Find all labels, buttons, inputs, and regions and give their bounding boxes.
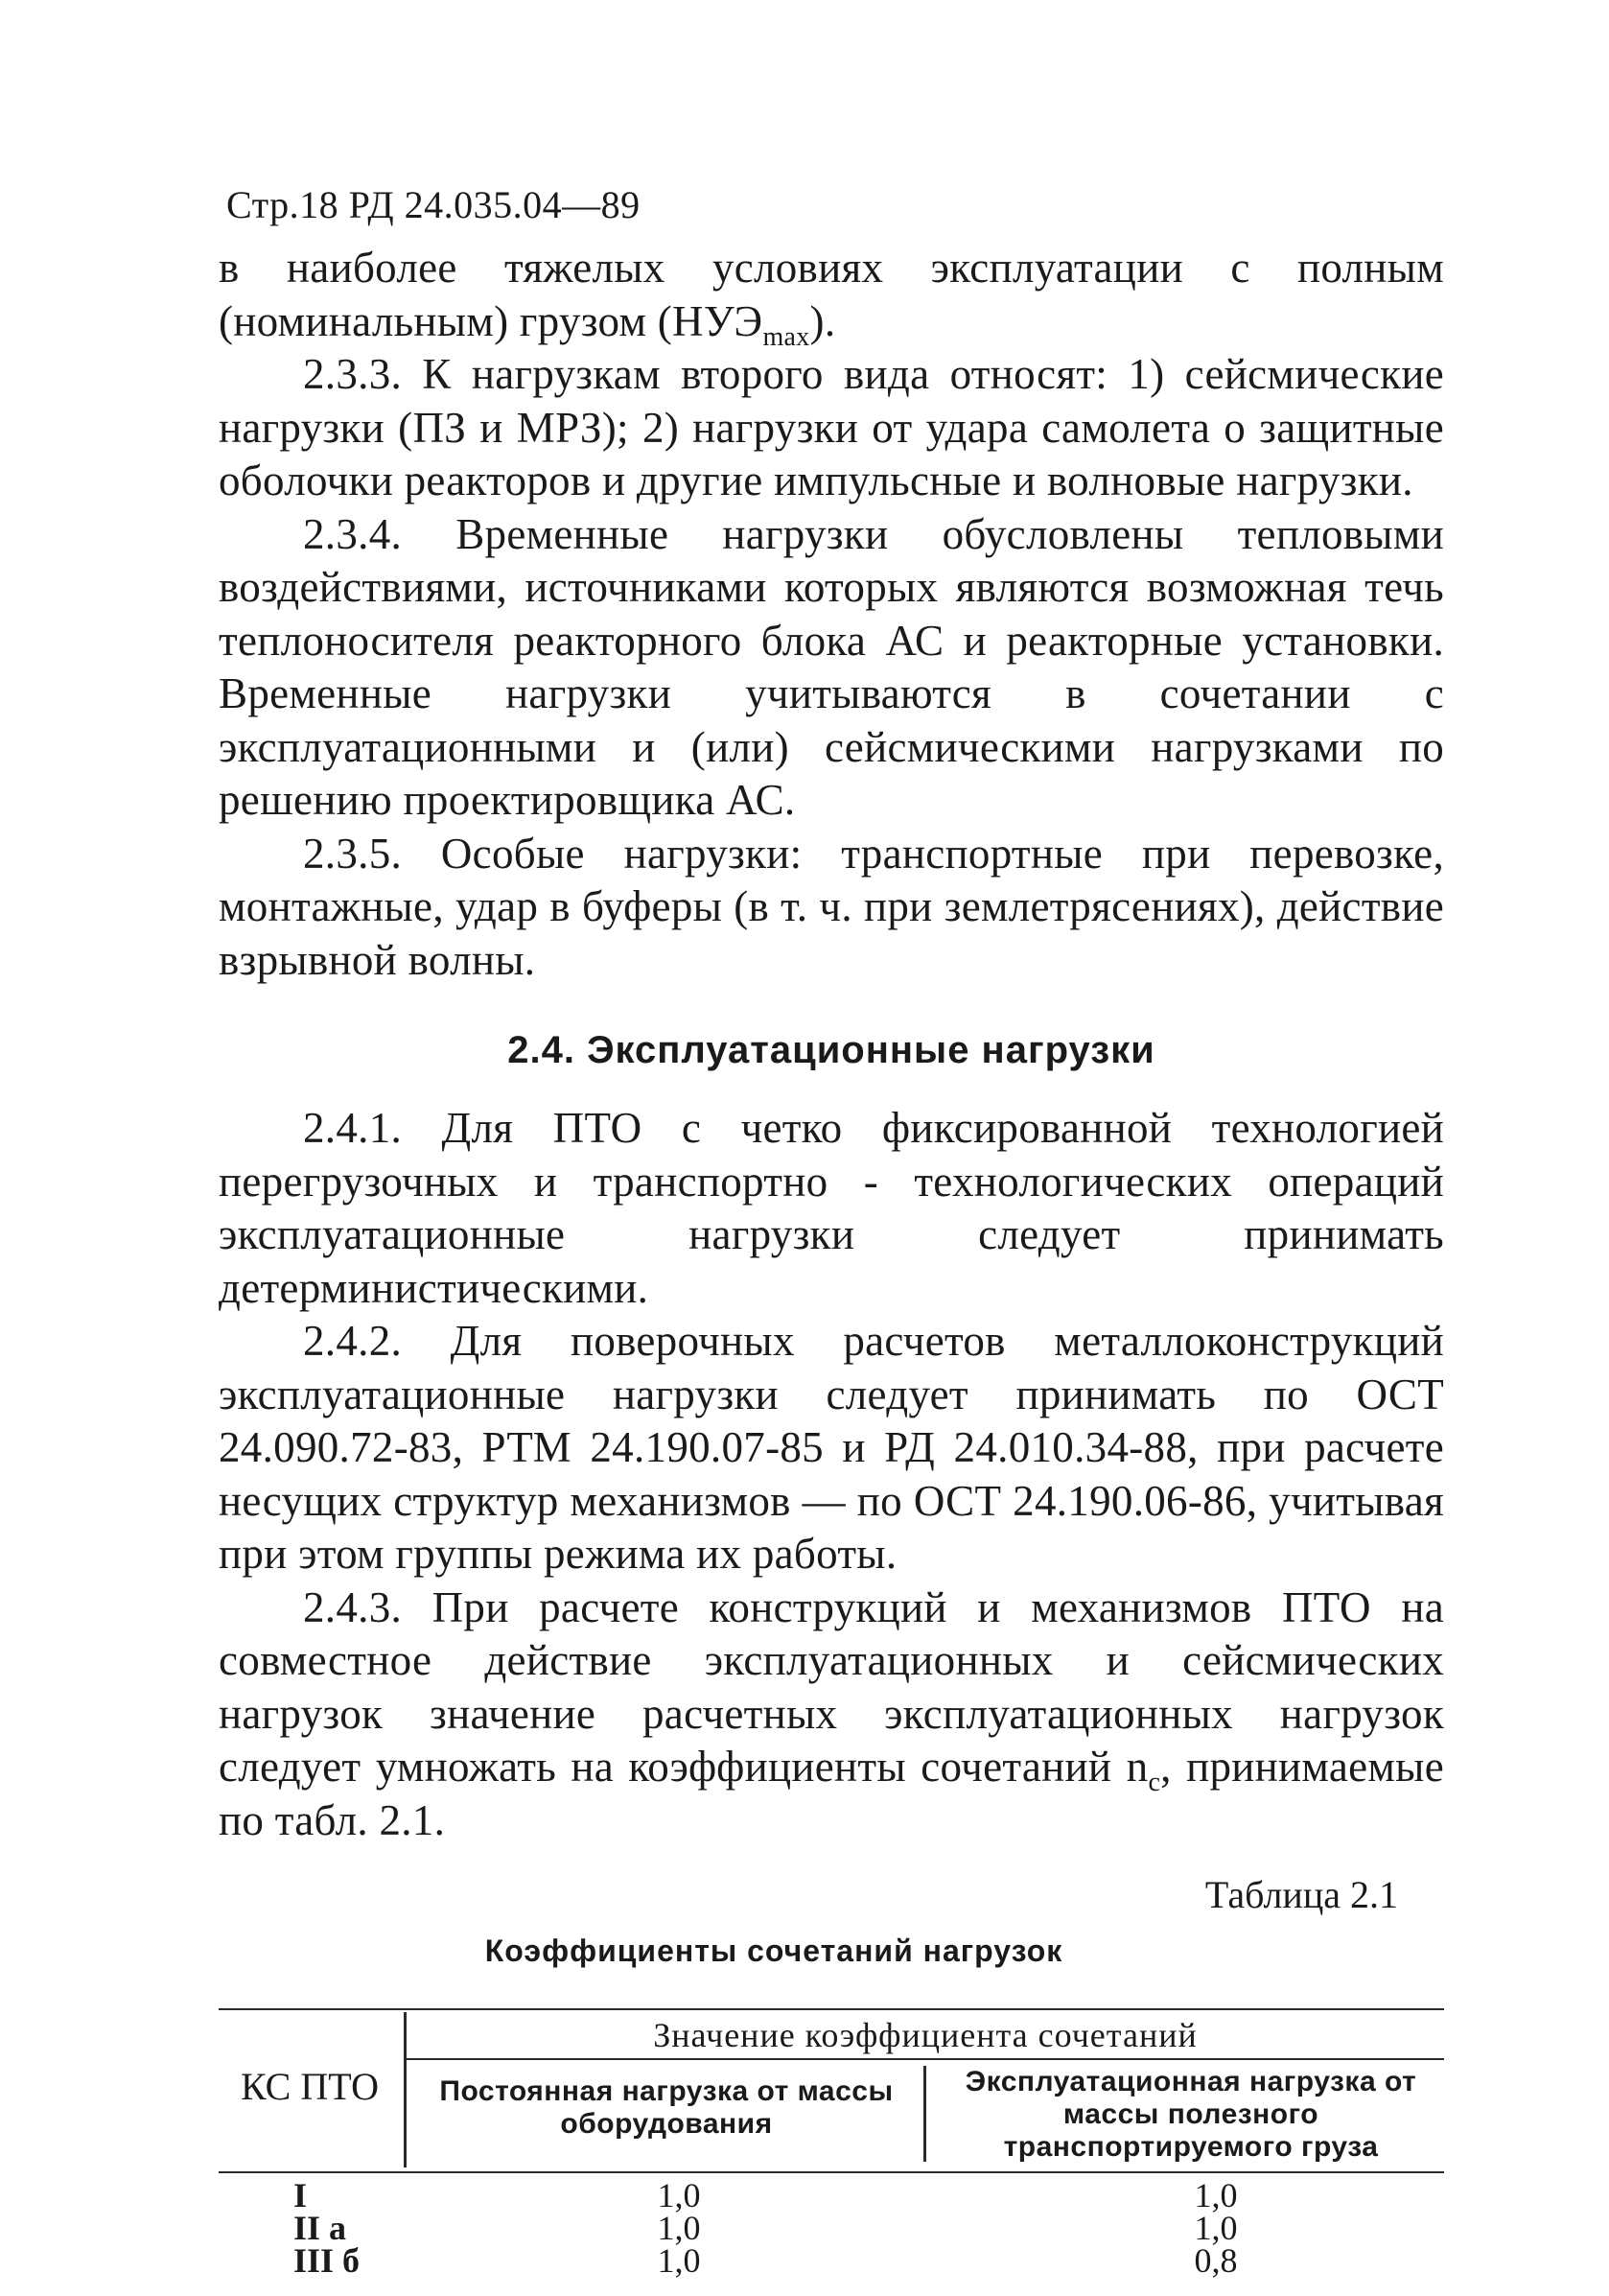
paragraph-2-4-3: [219, 1581, 1444, 1848]
table-label: Таблица 2.1: [1204, 1873, 1398, 1916]
column-group-header: Значение коэффициента сочетаний: [653, 2016, 1198, 2054]
subscript-c: c: [1148, 1768, 1161, 1797]
table-row-0-operational: 1,0: [1194, 2176, 1238, 2214]
document-page: [219, 182, 1444, 2296]
paragraph-2-4-2: 2.4.2. Для поверочных расчетов металлоконструкций эксплуатационные нагрузки следует принимать по ОСТ 24.090.72-83, РТМ 24.190.07-85 и РД 24.010.34-88, при расчете несущих структур механизмов — по ОСТ 24.190.06-86, учитывая при этом группы режима их работы.: [219, 1317, 1444, 1578]
paragraph-2-4-1: 2.4.1. Для ПТО с четко фиксированной технологией перегрузочных и транспортно - технологических операций эксплуатационные нагрузки следует принимать детерминистическими.: [219, 1104, 1444, 1312]
column-header-operational-load: Эксплуатационная нагрузка от массы полезного транспортируемого груза: [965, 2066, 1417, 2163]
paragraph-continuation: [219, 242, 1444, 352]
table-top-rule: [219, 2008, 1444, 2010]
paragraph-continuation-end: ).: [809, 296, 836, 345]
subscript-max: max: [762, 321, 810, 352]
table-vertical-rule-2: [923, 2066, 926, 2162]
column-header-constant-load: Постоянная нагрузка от массы оборудования: [439, 2075, 894, 2140]
table-header-bottom-rule: [219, 2171, 1444, 2173]
coefficients-table: [219, 2008, 1444, 2296]
table-title: Коэффициенты сочетаний нагрузок: [484, 1933, 1063, 1968]
paragraph-2-3-4: 2.3.4. Временные нагрузки обусловлены тепловыми воздействиями, источниками которых являются возможная течь теплоносителя реакторного блока АС и реакторные установки. Временные нагрузки учитываются в сочетании с эксплуатационными и (или) сейсмическими нагрузками по решению проектировщика АС.: [219, 509, 1444, 824]
table-row-2-constant: 1,0: [657, 2241, 701, 2280]
paragraph-2-3-5: 2.3.5. Особые нагрузки: транспортные при перевозке, монтажные, удар в буферы (в т. ч. при землетрясениях), действие взрывной волны.: [219, 829, 1444, 984]
table-row-1-operational: 1,0: [1194, 2209, 1238, 2247]
table-group-rule: [407, 2058, 1444, 2060]
table-row-2-operational: 0,8: [1194, 2241, 1238, 2280]
paragraph-2-4-3-end: , принимаемые по табл. 2.1.: [219, 1743, 1444, 1844]
section-heading: 2.4. Эксплуатационные нагрузки: [507, 1029, 1155, 1071]
table-row-1-ks: II а: [293, 2209, 347, 2247]
table-row-2-ks: III б: [293, 2241, 361, 2280]
paragraph-2-3-3: 2.3.3. К нагрузкам второго вида относят: 1) сейсмические нагрузки (ПЗ и МРЗ); 2) нагрузки от удара самолета о защитные оболочки реакторов и другие импульсные и волновые нагрузки.: [219, 350, 1444, 504]
table-row-0-constant: 1,0: [657, 2176, 701, 2214]
column-header-ks: КС ПТО: [240, 2065, 380, 2108]
table-row-0-ks: I: [293, 2176, 308, 2214]
table-row-1-constant: 1,0: [657, 2209, 701, 2247]
paragraph-continuation-text: в наиболее тяжелых условиях эксплуатации с полным (номинальным) грузом (НУЭ: [219, 244, 1444, 345]
running-head: Стр.18 РД 24.035.04—89: [226, 183, 641, 226]
paragraph-2-4-3-text: 2.4.3. При расчете конструкций и механизмов ПТО на совместное действие эксплуатационных и сейсмических нагрузок значение расчетных эксплуатационных нагрузок следует умножать на коэффициенты сочетаний n: [219, 1582, 1444, 1791]
